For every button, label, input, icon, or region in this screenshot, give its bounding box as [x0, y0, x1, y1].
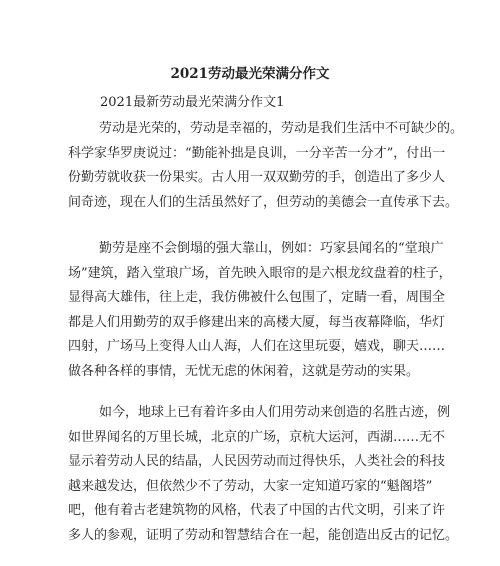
- document-title: 2021劳动最光荣满分作文: [170, 66, 330, 82]
- paragraph-line: 份勤劳就收获一份果实。古人用一双双勤劳的手，创造出了多少人: [68, 170, 446, 185]
- paragraph-2: [68, 237, 452, 384]
- paragraph-line: 间奇迹，现在人们的生活虽然好了，但劳动的美德会一直传承下去。: [68, 194, 459, 210]
- paragraph-1: [68, 117, 464, 215]
- paragraph-line: 四射，广场马上变得人山人海，人们在这里玩耍，嬉戏，聊天……: [68, 339, 446, 354]
- paragraph-line: 都是人们用勤劳的双手修建出来的高楼大厦，每当夜幕降临，华灯: [68, 314, 446, 330]
- paragraph-line: 做各种各样的事情，无忧无虑的休闲着，这就是劳动的实果。: [68, 363, 420, 379]
- paragraph-line: 多人的参观，证明了劳动和智慧结合在一起，能创造出反古的记忆。: [68, 527, 459, 543]
- paragraph-line: 场”建筑，踏入堂琅广场，首先映入眼帘的是六根龙纹盘着的柱子，: [68, 265, 452, 281]
- paragraph-line: 越来越发达，但依然少不了劳动，大家一定知道巧家的“魁阁塔”: [68, 478, 433, 494]
- paragraph-line: 显示着劳动人民的结晶，人民因劳动而过得快乐，人类社会的科技: [68, 454, 446, 469]
- document-subtitle: 2021最新劳动最光荣满分作文1: [100, 95, 285, 110]
- paragraph-line: 勤劳是座不会倒塌的强大靠山，例如：巧家县闻名的“堂琅广: [99, 241, 444, 256]
- paragraph-line: 劳动是光荣的，劳动是幸福的，劳动是我们生活中不可缺少的。: [99, 121, 464, 136]
- paragraph-line: 显得高大雄伟，往上走，我仿佛被什么包围了，定睛一看，周围全: [68, 290, 446, 305]
- paragraph-line: 如世界闻名的万里长城，北京的广场，京杭大运河，西湖……无不: [68, 429, 446, 445]
- paragraph-line: 吧，他有着古老建筑物的风格，代表了中国的古代文明，引来了许: [68, 503, 446, 518]
- paragraph-line: 科学家华罗庚说过：“勤能补拙是良训，一分辛苦一分才”，付出一: [68, 145, 446, 161]
- paragraph-3: [68, 401, 459, 548]
- paragraph-line: 如今，地球上已有着许多由人们用劳动来创造的名胜古迹，例: [99, 405, 451, 420]
